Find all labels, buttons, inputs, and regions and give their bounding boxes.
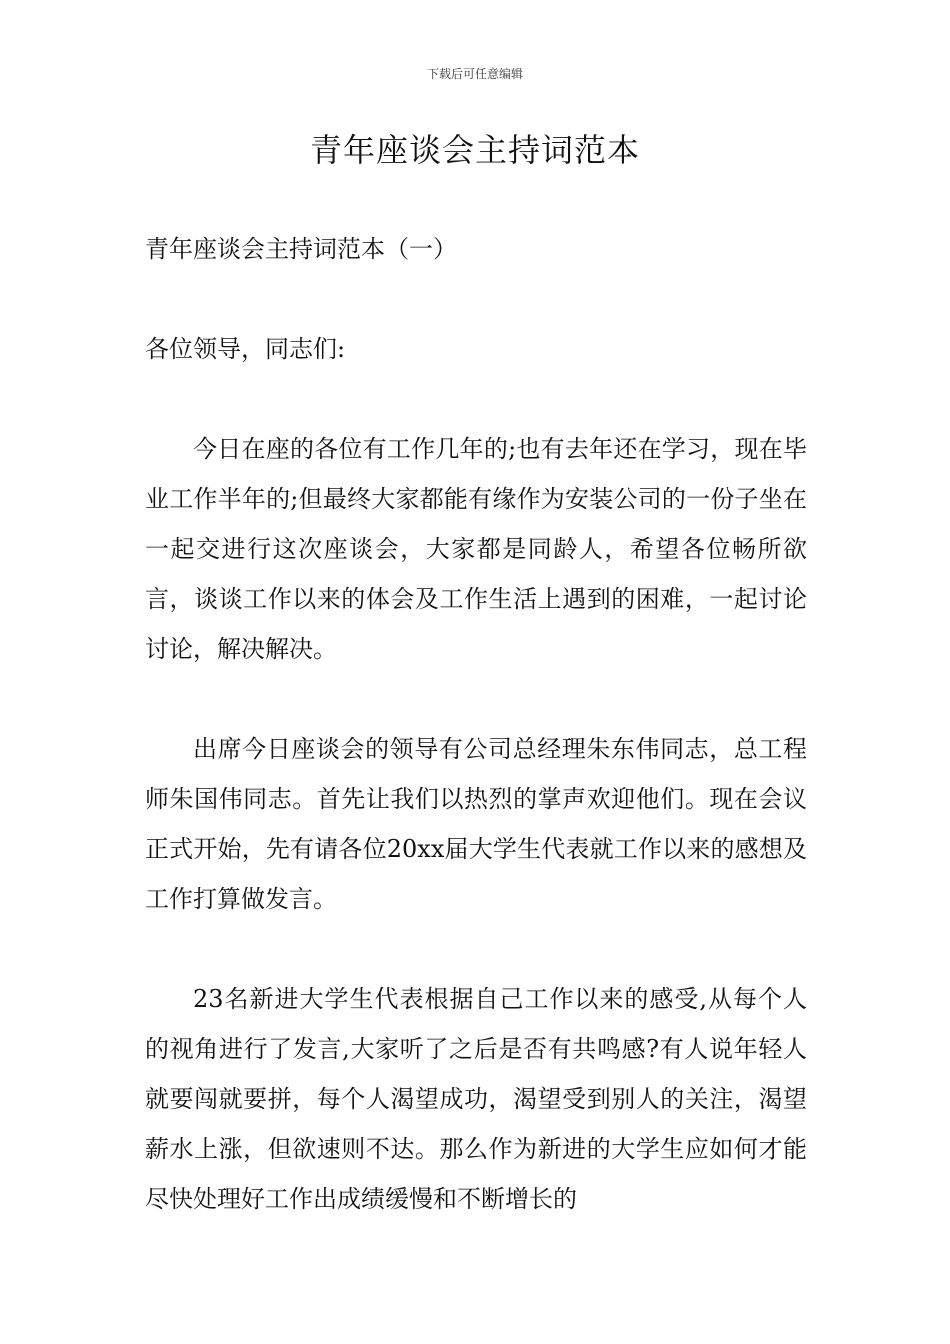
paragraph-3: 23名新进大学生代表根据自己工作以来的感受,从每个人的视角进行了发言,大家听了之后是否有共鸣感?有人说年轻人就要闯就要拼，每个人渴望成功，渴望受到别人的关注，渴望薪水上涨，但欲速则不达。那么作为新进的大学生应如何才能尽快处理好工作出成绩缓慢和不断增长的 bbox=[145, 985, 807, 1213]
section-subtitle: 青年座谈会主持词范本（一） bbox=[145, 235, 457, 263]
paragraph-1: 今日在座的各位有工作几年的;也有去年还在学习，现在毕业工作半年的;但最终大家都能有缘作为安装公司的一份子坐在一起交进行这次座谈会，大家都是同龄人，希望各位畅所欲言，谈谈工作以来的体会及工作生活上遇到的困难，一起讨论讨论，解决解决。 bbox=[145, 435, 807, 663]
paragraph-2: 出席今日座谈会的领导有公司总经理朱东伟同志，总工程师朱国伟同志。首先让我们以热烈的掌声欢迎他们。现在会议正式开始，先有请各位20xx届大学生代表就工作以来的感想及工作打算做发言。 bbox=[145, 735, 807, 913]
header-note: 下载后可任意编辑 bbox=[426, 67, 523, 81]
salutation: 各位领导，同志们: bbox=[145, 335, 346, 363]
document-title: 青年座谈会主持词范本 bbox=[309, 131, 640, 169]
